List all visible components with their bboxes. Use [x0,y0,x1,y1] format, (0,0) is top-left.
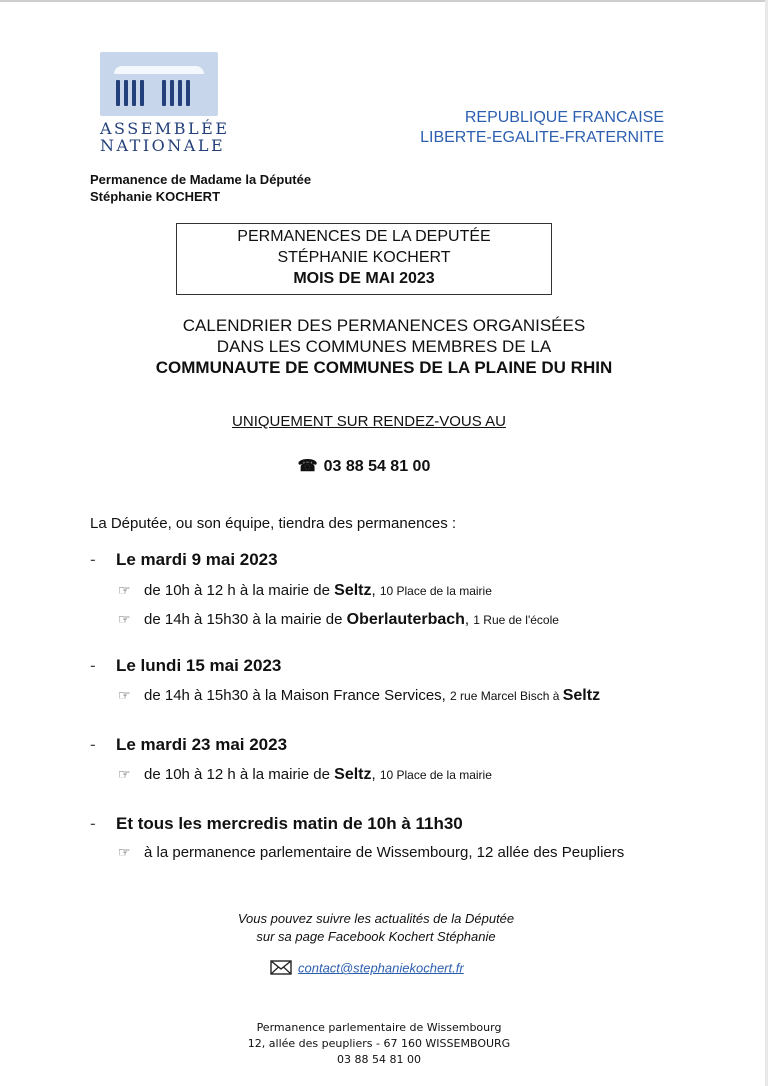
intro-text: La Députée, ou son équipe, tiendra des permanences : [90,515,457,532]
appointment-note: UNIQUEMENT SUR RENDEZ-VOUS AU [232,413,506,430]
facebook-note: Vous pouvez suivre les actualités de la Députée sur sa page Facebook Kochert Stéphanie [237,911,515,944]
title-line-1: PERMANENCES DE LA DEPUTÉE [237,228,491,245]
assemblee-nationale-logo [100,52,230,155]
schedule-line: ☞ de 10h à 12 h à la mairie de Seltz, 10 Place de la mairie [118,766,492,783]
contact-line [270,960,464,978]
title-line-2: STÉPHANIE KOCHERT [277,249,451,266]
pointing-hand-icon: ☞ [118,844,131,860]
office-header: Permanence de Madame la Députée Stéphanie KOCHERT [90,172,312,204]
envelope-icon [270,960,292,978]
schedule-item: - Et tous les mercredis matin de 10h à 11h30 [90,814,463,833]
schedule-line: ☞ de 14h à 15h30 à la Maison France Services, 2 rue Marcel Bisch à Seltz [118,687,601,704]
pointing-hand-icon: ☞ [118,611,131,627]
title-box [176,223,552,295]
logo-wordmark: ASSEMBLÉE NATIONALE [100,119,230,155]
office-address: Permanence parlementaire de Wissembourg 12, allée des peupliers - 67 160 WISSEMBOURG 03 88 54 81 00 [247,1021,511,1066]
email-link[interactable]: contact@stephaniekochert.fr [298,960,464,976]
calendar-heading: CALENDRIER DES PERMANENCES ORGANISÉES DANS LES COMMUNES MEMBRES DE LA COMMUNAUTE DE COMMUNES DE LA PLAINE DU RHIN [155,316,613,377]
pointing-hand-icon: ☞ [118,582,131,598]
schedule-item: - Le mardi 23 mai 2023 [90,735,288,754]
phone-line [0,456,728,476]
pointing-hand-icon: ☞ [118,766,131,782]
scan-edge-top [0,0,768,2]
schedule-item: - Le mardi 9 mai 2023 [90,550,278,569]
hemicycle-icon [100,52,218,116]
schedule-line: ☞ à la permanence parlementaire de Wissembourg, 12 allée des Peupliers [118,844,625,861]
pointing-hand-icon: ☞ [118,687,131,703]
title-line-3: MOIS DE MAI 2023 [293,270,435,287]
republic-motto: REPUBLIQUE FRANCAISE LIBERTE-EGALITE-FRATERNITE [420,109,664,146]
schedule-line: ☞ de 10h à 12 h à la mairie de Seltz, 10 Place de la mairie [118,582,492,599]
schedule-item: - Le lundi 15 mai 2023 [90,656,282,675]
schedule-line: ☞ de 14h à 15h30 à la mairie de Oberlauterbach, 1 Rue de l'école [118,611,559,628]
phone-number: 03 88 54 81 00 [323,458,431,475]
telephone-icon: ☎ [297,458,318,475]
